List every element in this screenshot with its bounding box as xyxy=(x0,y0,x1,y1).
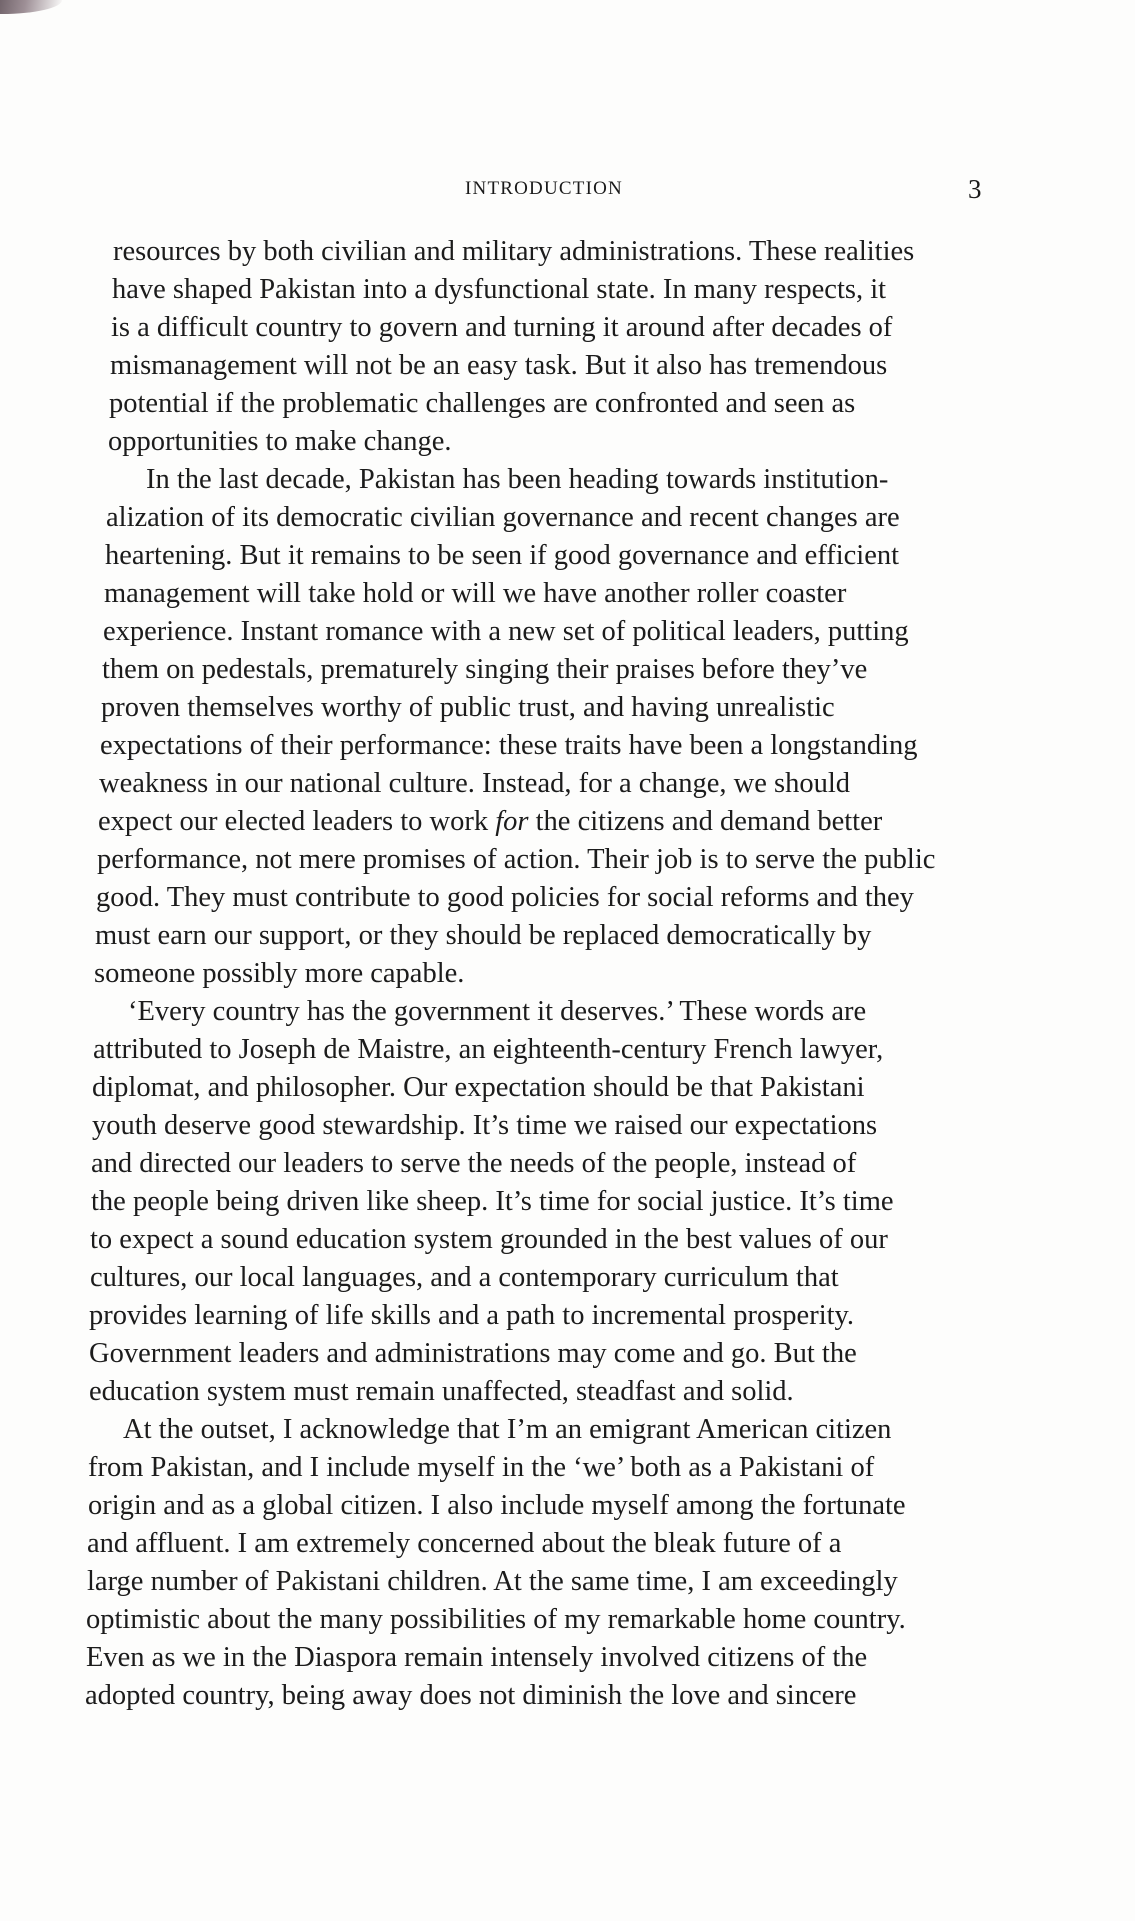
text-line: and affluent. I am extremely concerned about the bleak future of a xyxy=(87,1528,842,1559)
text-line: from Pakistan, and I include myself in the ‘we’ both as a Pakistani of xyxy=(88,1452,875,1483)
text-line: large number of Pakistani children. At the same time, I am exceedingly xyxy=(87,1566,898,1597)
text-line: is a difficult country to govern and turning it around after decades of xyxy=(111,312,893,343)
text-line: someone possibly more capable. xyxy=(94,958,465,989)
text-line: potential if the problematic challenges are confronted and seen as xyxy=(109,388,856,419)
text-line: expectations of their performance: these traits have been a longstanding xyxy=(100,730,918,761)
paragraph-start-line: ‘Every country has the government it deserves.’ These words are xyxy=(128,996,867,1027)
text-line: the people being driven like sheep. It’s time for social justice. It’s time xyxy=(91,1186,894,1217)
page-number: 3 xyxy=(968,174,982,204)
text-line: adopted country, being away does not diminish the love and sincere xyxy=(85,1680,857,1711)
text-line: attributed to Joseph de Maistre, an eighteenth-century French lawyer, xyxy=(93,1034,884,1065)
text-line: diplomat, and philosopher. Our expectation should be that Pakistani xyxy=(92,1072,865,1103)
text-line: alization of its democratic civilian governance and recent changes are xyxy=(106,502,900,533)
text-line: opportunities to make change. xyxy=(108,426,452,457)
text-line: management will take hold or will we have another roller coaster xyxy=(104,578,847,609)
text-line: and directed our leaders to serve the needs of the people, instead of xyxy=(91,1148,857,1179)
running-title: INTRODUCTION xyxy=(465,178,623,199)
text-line: experience. Instant romance with a new set of political leaders, putting xyxy=(103,616,909,647)
text-line: Government leaders and administrations may come and go. But the xyxy=(89,1338,857,1369)
text-line: to expect a sound education system grounded in the best values of our xyxy=(90,1224,888,1255)
text-line: heartening. But it remains to be seen if good governance and efficient xyxy=(105,540,900,571)
text-line: have shaped Pakistan into a dysfunctional state. In many respects, it xyxy=(112,274,887,305)
text-line: proven themselves worthy of public trust, and having unrealistic xyxy=(101,692,835,723)
scan-corner-mark xyxy=(0,0,62,14)
text-line: resources by both civilian and military administrations. These realities xyxy=(113,236,915,267)
text-line: origin and as a global citizen. I also include myself among the fortunate xyxy=(88,1490,906,1521)
text-line: performance, not mere promises of action. Their job is to serve the public xyxy=(97,844,936,875)
text-line: them on pedestals, prematurely singing their praises before they’ve xyxy=(102,654,868,685)
text-line: Even as we in the Diaspora remain intensely involved citizens of the xyxy=(86,1642,868,1673)
text-line: cultures, our local languages, and a contemporary curriculum that xyxy=(90,1262,839,1293)
text-line: youth deserve good stewardship. It’s time we raised our expectations xyxy=(92,1110,878,1141)
text-line: weakness in our national culture. Instead, for a change, we should xyxy=(99,768,851,799)
paragraph-start-line: At the outset, I acknowledge that I’m an emigrant American citizen xyxy=(123,1414,892,1445)
text-line-with-emphasis xyxy=(98,803,882,841)
text-line: optimistic about the many possibilities of my remarkable home country. xyxy=(86,1604,906,1635)
text-line: mismanagement will not be an easy task. But it also has tremendous xyxy=(110,350,888,381)
paragraph-start-line: In the last decade, Pakistan has been heading towards institution- xyxy=(146,464,889,495)
text-segment: the citizens and demand better xyxy=(535,806,883,837)
text-line: provides learning of life skills and a path to incremental prosperity. xyxy=(89,1300,855,1331)
running-header xyxy=(0,174,1135,208)
emphasis-word: for xyxy=(495,806,529,837)
text-line: good. They must contribute to good policies for social reforms and they xyxy=(96,882,914,913)
text-line: education system must remain unaffected, steadfast and solid. xyxy=(89,1376,794,1407)
text-segment: expect our elected leaders to work xyxy=(98,806,489,837)
text-line: must earn our support, or they should be replaced democratically by xyxy=(95,920,872,951)
